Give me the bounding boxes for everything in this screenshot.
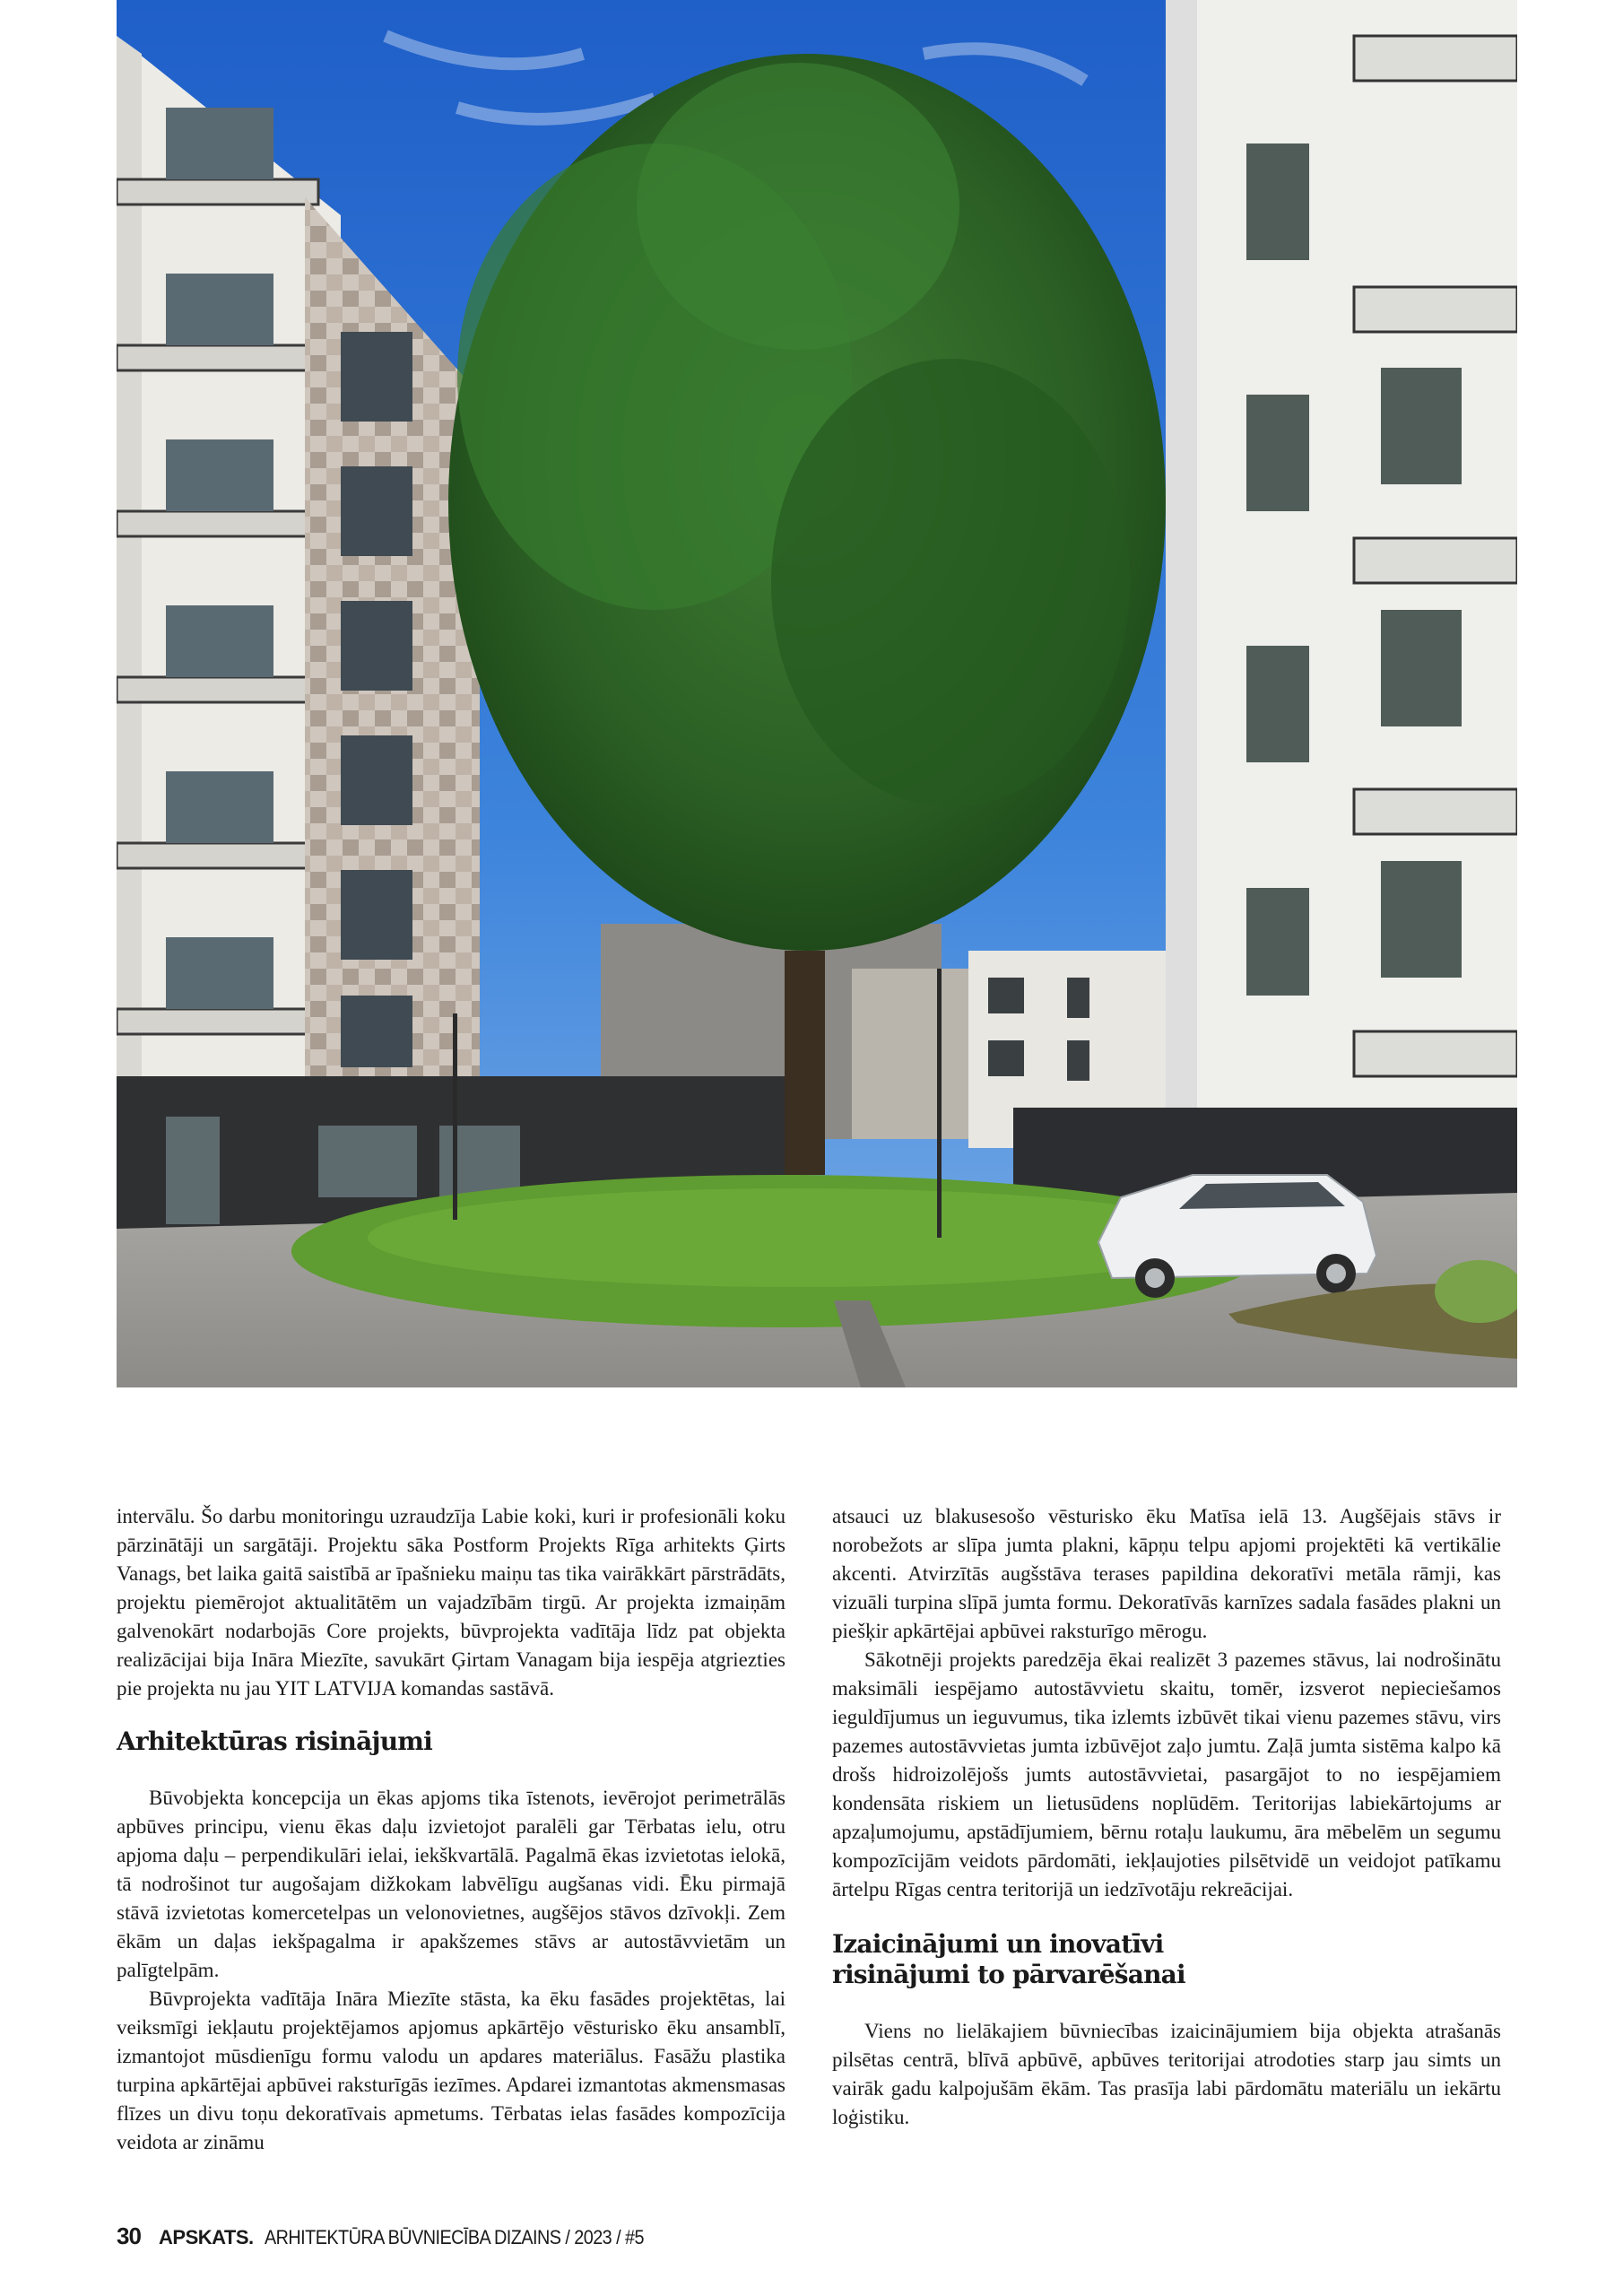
section-heading-architecture: Arhitektūras risinājumi xyxy=(117,1726,432,1756)
paragraph: atsauci uz blakusesošo vēsturisko ēku Matīsa ielā 13. Augšējais stāvs ir norobežots ar slīpa jumta plakni, kāpņu telpu apjomi projektēti kā vertikālie akcenti. Atvirzītās augšstāva terases papildina dekoratīvi metāla rāmji, kas vizuāli turpina slīpā jumta formu. Dekoratīvās karnīzes sadala fasādes plakni un piešķir apkārtējai apbūvei raksturīgo mērogu. xyxy=(832,1505,1501,1642)
right-text-column xyxy=(832,1502,1501,2132)
courtyard-photo xyxy=(117,0,1517,1387)
paragraph: intervālu. Šo darbu monitoringu uzraudzīja Labie koki, kuri ir profesionāli koku pārzinātāji un sargātāji. Projektu sāka Postform Projekts Rīga arhitekts Ģirts Vanags, bet laika gaitā saistībā ar īpašnieku maiņu tas tika vairākkārt pārstrādāts, projektu piemērojot aktualitātēm un vajadzībām tirgū. Ar projekta izmaiņām galvenokārt nodarbojās Core projekts, būvprojekta vadītāja līdz pat objekta realizācijai bija Ināra Miezīte, savukārt Ģirtam Vanagam bija iespēja atgriezties pie projekta nu jau YIT LATVIJA komandas sastāvā. xyxy=(117,1505,785,1700)
paragraph: Būvobjekta koncepcija un ēkas apjoms tika īstenots, ievērojot perimetrālās apbūves principu, vienu ēkas daļu izvietojot paralēli gar Tērbatas ielu, otru apjoma daļu – perpendikulāri ielai, iekškvartālā. Pagalmā ēkas izvietotas ielokā, tā nodrošinot tur augošajam dižkokam labvēlīgu augšanas vidi. Ēku pirmajā stāvā izvietotas komercetelpas un velonovietnes, augšējos stāvos dzīvokļi. Zem ēkām un daļas iekšpagalma ir apakšzemes stāvs ar autostāvvietām un palīgtelpām. xyxy=(117,1787,785,1981)
magazine-issue: ARHITEKTŪRA BŪVNIECĪBA DIZAINS / 2023 / #5 xyxy=(264,2226,644,2248)
page-number: 30 xyxy=(117,2222,141,2249)
section-heading-challenges xyxy=(832,1929,1501,1990)
left-text-column xyxy=(117,1502,785,2157)
heading-line: risinājumi to pārvarēšanai xyxy=(832,1960,1185,1989)
magazine-brand: APSKATS. xyxy=(159,2226,254,2248)
page-footer xyxy=(117,2222,686,2250)
paragraph: Sākotnēji projekts paredzēja ēkai realizēt 3 pazemes stāvus, lai nodrošinātu maksimāli iespējamo autostāvvietu skaitu, tomēr, izsverot nepieciešamos ieguldījumus un ieguvumus, tika izlemts izbūvēt tikai vienu pazemes stāvu, virs pazemes autostāvvietas jumta izbūvējot zaļo jumtu. Zaļā jumta sistēma kalpo kā drošs hidroizolējošs jumts autostāvvietai, pasargājot to no iespējamiem kondensāta riskiem un lietusūdens noplūdēm. Teritorijas labiekārtojums ar apzaļumojumu, apstādījumiem, bērnu rotaļu laukumu, āra mēbelēm un segumu kompozīcijām veidots pārdomāti, iekļaujoties pilsētvidē un veidojot patīkamu ārtelpu Rīgas centra teritorijā un iedzīvotāju rekreācijai. xyxy=(832,1648,1501,1900)
paragraph: Viens no lielākajiem būvniecības izaicinājumiem bija objekta atrašanās pilsētas centrā, blīvā apbūvē, apbūves teritorijai atrodoties starp jau simts un vairāk gadu kalpojušām ēkām. Tas prasīja labi pārdomātu materiālu un iekārtu loģistiku. xyxy=(832,2020,1501,2128)
heading-line: Izaicinājumi un inovatīvi xyxy=(832,1929,1164,1959)
paragraph: Būvprojekta vadītāja Ināra Miezīte stāsta, ka ēku fasādes projektētas, lai veiksmīgi iekļautu projektējamos apjomus apkārtējo vēsturisko ēku ansamblī, izmantojot mūsdienīgu formu valodu un apdares materiālus. Fasāžu plastika turpina apkārtējai apbūvei raksturīgās iezīmes. Apdarei izmantotas akmensmasas flīzes un divu toņu dekoratīvais apmetums. Tērbatas ielas fasādes kompozīcija veidota ar zināmu xyxy=(117,1987,785,2153)
